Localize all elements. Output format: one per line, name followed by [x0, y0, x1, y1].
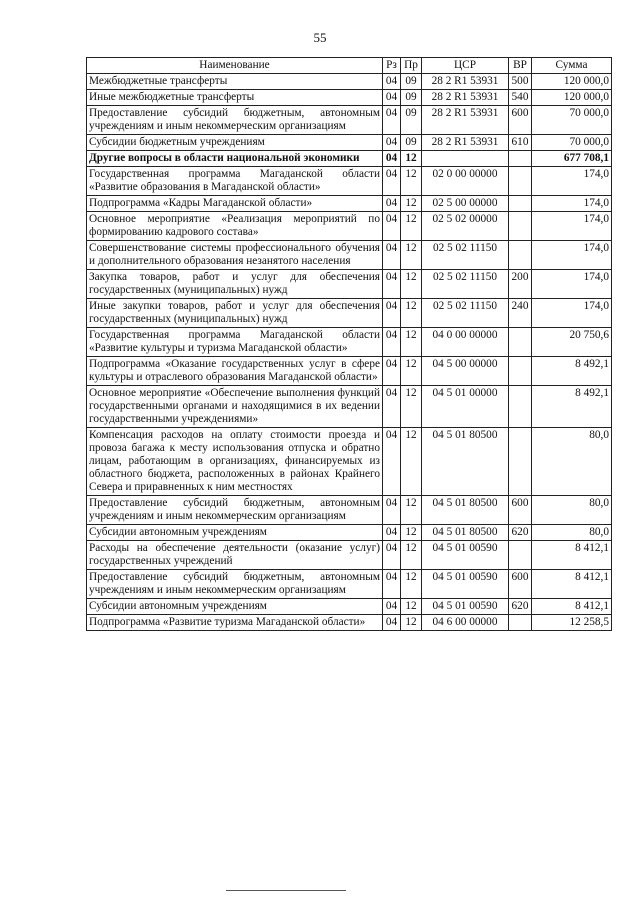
row-pr: 12: [401, 299, 422, 328]
row-pr: 12: [401, 615, 422, 631]
row-rz: 04: [383, 496, 401, 525]
row-pr: 09: [401, 106, 422, 135]
row-vr: [509, 212, 532, 241]
header-sum: Сумма: [532, 58, 612, 74]
row-rz: 04: [383, 615, 401, 631]
row-csr: 04 5 01 00000: [422, 386, 509, 428]
row-name: Закупка товаров, работ и услуг для обеспечения государственных (муниципальных) нужд: [87, 270, 383, 299]
row-name: Предоставление субсидий бюджетным, автономным учреждениям и иным некоммерческим организациям: [87, 570, 383, 599]
table-row: [87, 570, 612, 599]
row-name: Подпрограмма «Кадры Магаданской области»: [87, 196, 383, 212]
row-name: Подпрограмма «Развитие туризма Магаданской области»: [87, 615, 383, 631]
row-pr: 12: [401, 525, 422, 541]
row-rz: 04: [383, 196, 401, 212]
row-rz: 04: [383, 570, 401, 599]
row-sum: 174,0: [532, 241, 612, 270]
row-sum: 80,0: [532, 428, 612, 496]
row-pr: 12: [401, 167, 422, 196]
row-csr: 02 5 02 11150: [422, 270, 509, 299]
row-name: Предоставление субсидий бюджетным, автономным учреждениям и иным некоммерческим организациям: [87, 106, 383, 135]
row-pr: 12: [401, 212, 422, 241]
row-pr: 12: [401, 151, 422, 167]
row-sum: 120 000,0: [532, 90, 612, 106]
row-vr: 240: [509, 299, 532, 328]
row-rz: 04: [383, 299, 401, 328]
table-row: [87, 328, 612, 357]
row-csr: [422, 151, 509, 167]
row-pr: 12: [401, 357, 422, 386]
row-name: Субсидии автономным учреждениям: [87, 525, 383, 541]
row-csr: 02 5 02 11150: [422, 299, 509, 328]
row-csr: 04 5 01 80500: [422, 428, 509, 496]
row-pr: 12: [401, 328, 422, 357]
row-rz: 04: [383, 386, 401, 428]
row-rz: 04: [383, 74, 401, 90]
row-vr: [509, 386, 532, 428]
row-name: Иные закупки товаров, работ и услуг для обеспечения государственных (муниципальных) нужд: [87, 299, 383, 328]
row-sum: 677 708,1: [532, 151, 612, 167]
row-rz: 04: [383, 357, 401, 386]
row-sum: 70 000,0: [532, 106, 612, 135]
header-csr: ЦСР: [422, 58, 509, 74]
row-vr: 600: [509, 106, 532, 135]
row-rz: 04: [383, 599, 401, 615]
row-name: Основное мероприятие «Реализация мероприятий по формированию кадрового состава»: [87, 212, 383, 241]
row-sum: 80,0: [532, 496, 612, 525]
row-sum: 174,0: [532, 299, 612, 328]
table-row: [87, 167, 612, 196]
row-pr: 12: [401, 496, 422, 525]
row-csr: 28 2 R1 53931: [422, 90, 509, 106]
row-vr: 500: [509, 74, 532, 90]
table-row: [87, 270, 612, 299]
row-csr: 28 2 R1 53931: [422, 74, 509, 90]
row-vr: 620: [509, 599, 532, 615]
row-vr: 600: [509, 570, 532, 599]
row-csr: 04 5 01 00590: [422, 570, 509, 599]
row-name: Субсидии автономным учреждениям: [87, 599, 383, 615]
header-vr: ВР: [509, 58, 532, 74]
row-pr: 12: [401, 599, 422, 615]
table-row: [87, 299, 612, 328]
row-name: Компенсация расходов на оплату стоимости проезда и провоза багажа к месту использования отпуска и обратно лицам, работающим в организациях, финансируемых из областного бюджета, расположенных в районах Крайнего Севера и приравненных к ним местностях: [87, 428, 383, 496]
row-sum: 120 000,0: [532, 74, 612, 90]
row-rz: 04: [383, 212, 401, 241]
row-name: Государственная программа Магаданской области «Развитие образования в Магаданской области»: [87, 167, 383, 196]
table-row: [87, 241, 612, 270]
table-row: [87, 599, 612, 615]
row-rz: 04: [383, 428, 401, 496]
row-rz: 04: [383, 270, 401, 299]
row-name: Предоставление субсидий бюджетным, автономным учреждениям и иным некоммерческим организациям: [87, 496, 383, 525]
row-vr: [509, 167, 532, 196]
row-name: Совершенствование системы профессионального обучения и дополнительного образования незанятого населения: [87, 241, 383, 270]
table-row: [87, 386, 612, 428]
row-vr: [509, 151, 532, 167]
row-pr: 12: [401, 196, 422, 212]
header-rz: Рз: [383, 58, 401, 74]
row-name: Субсидии бюджетным учреждениям: [87, 135, 383, 151]
row-pr: 12: [401, 541, 422, 570]
row-sum: 174,0: [532, 270, 612, 299]
row-vr: 540: [509, 90, 532, 106]
budget-table: [86, 57, 612, 631]
row-sum: 174,0: [532, 167, 612, 196]
row-vr: [509, 428, 532, 496]
row-sum: 80,0: [532, 525, 612, 541]
table-row: [87, 615, 612, 631]
row-name: Расходы на обеспечение деятельности (оказание услуг) государственных учреждений: [87, 541, 383, 570]
row-sum: 8 492,1: [532, 357, 612, 386]
row-rz: 04: [383, 106, 401, 135]
row-vr: 600: [509, 496, 532, 525]
header-pr: Пр: [401, 58, 422, 74]
table-header-row: [87, 58, 612, 74]
row-rz: 04: [383, 90, 401, 106]
row-rz: 04: [383, 151, 401, 167]
row-vr: [509, 615, 532, 631]
row-sum: 12 258,5: [532, 615, 612, 631]
row-sum: 8 492,1: [532, 386, 612, 428]
table-row: [87, 151, 612, 167]
row-vr: [509, 357, 532, 386]
row-vr: 610: [509, 135, 532, 151]
row-csr: 04 6 00 00000: [422, 615, 509, 631]
table-row: [87, 212, 612, 241]
row-vr: 620: [509, 525, 532, 541]
row-pr: 12: [401, 570, 422, 599]
row-csr: 28 2 R1 53931: [422, 106, 509, 135]
row-rz: 04: [383, 525, 401, 541]
row-vr: [509, 241, 532, 270]
table-row: [87, 135, 612, 151]
page-number: 55: [313, 30, 327, 45]
table-row: [87, 106, 612, 135]
table-row: [87, 196, 612, 212]
row-csr: 04 5 01 00590: [422, 541, 509, 570]
row-vr: 200: [509, 270, 532, 299]
row-csr: 04 5 00 00000: [422, 357, 509, 386]
row-rz: 04: [383, 135, 401, 151]
row-name: Иные межбюджетные трансферты: [87, 90, 383, 106]
row-name: Подпрограмма «Оказание государственных услуг в сфере культуры и отраслевого образования Магаданской области»: [87, 357, 383, 386]
row-rz: 04: [383, 241, 401, 270]
row-csr: 02 0 00 00000: [422, 167, 509, 196]
table-row: [87, 428, 612, 496]
row-csr: 04 5 01 00590: [422, 599, 509, 615]
row-csr: 04 5 01 80500: [422, 496, 509, 525]
row-name: Государственная программа Магаданской области «Развитие культуры и туризма Магаданской области»: [87, 328, 383, 357]
row-name: Основное мероприятие «Обеспечение выполнения функций государственными органами и находящимися в их ведении государственными учреждениями»: [87, 386, 383, 428]
table-row: [87, 90, 612, 106]
row-sum: 20 750,6: [532, 328, 612, 357]
row-csr: 04 5 01 80500: [422, 525, 509, 541]
row-pr: 09: [401, 90, 422, 106]
row-sum: 8 412,1: [532, 599, 612, 615]
row-csr: 28 2 R1 53931: [422, 135, 509, 151]
row-sum: 8 412,1: [532, 541, 612, 570]
row-pr: 12: [401, 241, 422, 270]
row-name: Межбюджетные трансферты: [87, 74, 383, 90]
row-sum: 174,0: [532, 212, 612, 241]
row-pr: 09: [401, 74, 422, 90]
table-row: [87, 74, 612, 90]
row-csr: 02 5 02 11150: [422, 241, 509, 270]
row-csr: 02 5 00 00000: [422, 196, 509, 212]
table-row: [87, 541, 612, 570]
bottom-divider: [226, 890, 346, 891]
row-sum: 174,0: [532, 196, 612, 212]
row-rz: 04: [383, 328, 401, 357]
row-vr: [509, 328, 532, 357]
row-rz: 04: [383, 167, 401, 196]
row-sum: 8 412,1: [532, 570, 612, 599]
header-name: Наименование: [87, 58, 383, 74]
row-pr: 12: [401, 386, 422, 428]
table-row: [87, 357, 612, 386]
row-csr: 04 0 00 00000: [422, 328, 509, 357]
row-vr: [509, 541, 532, 570]
row-name: Другие вопросы в области национальной экономики: [87, 151, 383, 167]
row-pr: 12: [401, 428, 422, 496]
table-row: [87, 496, 612, 525]
row-csr: 02 5 02 00000: [422, 212, 509, 241]
row-vr: [509, 196, 532, 212]
row-pr: 09: [401, 135, 422, 151]
row-sum: 70 000,0: [532, 135, 612, 151]
table-body: [87, 74, 612, 631]
table-row: [87, 525, 612, 541]
row-pr: 12: [401, 270, 422, 299]
row-rz: 04: [383, 541, 401, 570]
